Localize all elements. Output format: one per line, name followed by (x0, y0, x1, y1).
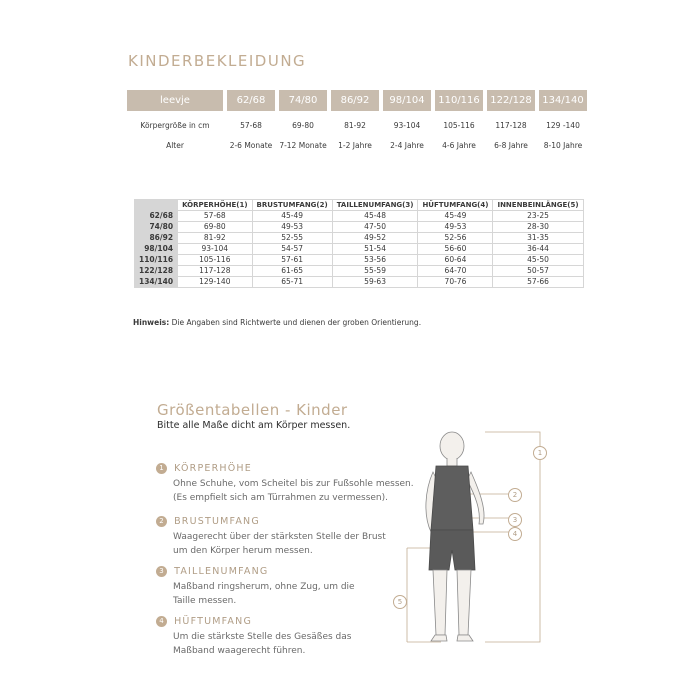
shorts-shape (429, 530, 475, 570)
table-cell: 53-56 (332, 255, 418, 266)
table-cell: 45-50 (493, 255, 583, 266)
number-badge: 1 (156, 463, 167, 474)
table-cell: 61-65 (252, 266, 332, 277)
table-cell: 57-68 (178, 211, 252, 222)
brand-cell: leevje (127, 90, 223, 111)
table-cell: 65-71 (252, 277, 332, 288)
guide-item-brustumfang (156, 511, 386, 558)
guide-item-koerperhoehe (156, 458, 414, 505)
table-cell: 129-140 (178, 277, 252, 288)
table-cell: 28-30 (493, 222, 583, 233)
row-size: 74/80 (135, 222, 178, 233)
table-row (135, 277, 584, 288)
row-value: 1-2 Jahre (338, 141, 372, 150)
table-cell: 57-66 (493, 277, 583, 288)
column-header: INNENBEINLÄNGE(5) (493, 200, 583, 211)
marker-1: 1 (533, 446, 547, 460)
head-icon (440, 432, 464, 460)
row-label: Körpergröße in cm (140, 121, 210, 130)
table-cell: 93-104 (178, 244, 252, 255)
table-cell: 56-60 (418, 244, 493, 255)
table-cell: 47-50 (332, 222, 418, 233)
note-text: Die Angaben sind Richtwerte und dienen der groben Orientierung. (171, 318, 422, 327)
note-label: Hinweis: (133, 318, 170, 327)
size-cell: 98/104 (383, 90, 431, 111)
table-cell: 54-57 (252, 244, 332, 255)
size-cell: 122/128 (487, 90, 535, 111)
note (133, 318, 421, 327)
row-size: 86/92 (135, 233, 178, 244)
size-header-bar (127, 90, 587, 111)
shirt-shape (431, 466, 473, 530)
number-badge: 3 (156, 566, 167, 577)
row-value: 81-92 (344, 121, 366, 130)
table-cell: 69-80 (178, 222, 252, 233)
size-cell: 86/92 (331, 90, 379, 111)
number-badge: 4 (156, 616, 167, 627)
table-cell: 52-56 (418, 233, 493, 244)
item-title: BRUSTUMFANG (174, 516, 260, 527)
table-row (135, 266, 584, 277)
table-row (135, 211, 584, 222)
table-cell: 49-53 (252, 222, 332, 233)
table-cell: 23-25 (493, 211, 583, 222)
row-size: 98/104 (135, 244, 178, 255)
guide-subtitle: Bitte alle Maße dicht am Körper messen. (157, 420, 351, 431)
section-title-kinderbekleidung: KINDERBEKLEIDUNG (128, 52, 307, 70)
table-cell: 45-48 (332, 211, 418, 222)
column-header: BRUSTUMFANG(2) (252, 200, 332, 211)
guide-title: Größentabellen - Kinder (157, 401, 348, 419)
row-value: 93-104 (393, 121, 421, 130)
table-cell: 36-44 (493, 244, 583, 255)
row-value: 57-68 (240, 121, 262, 130)
item-desc-line: Maßband ringsherum, ohne Zug, um die (173, 582, 355, 592)
table-cell: 51-54 (332, 244, 418, 255)
number-badge: 2 (156, 516, 167, 527)
row-size: 134/140 (135, 277, 178, 288)
table-cell: 60-64 (418, 255, 493, 266)
size-cell: 62/68 (227, 90, 275, 111)
table-row (135, 233, 584, 244)
item-title: HÜFTUMFANG (174, 616, 252, 627)
table-cell: 59-63 (332, 277, 418, 288)
table-cell: 52-55 (252, 233, 332, 244)
row-size: 122/128 (135, 266, 178, 277)
table-corner (135, 200, 178, 211)
table-cell: 31-35 (493, 233, 583, 244)
table-cell: 117-128 (178, 266, 252, 277)
item-desc-line: um den Körper herum messen. (173, 545, 313, 556)
item-title: TAILLENUMFANG (174, 566, 269, 577)
size-cell: 134/140 (539, 90, 587, 111)
row-value: 117-128 (495, 121, 527, 130)
item-desc-line: Um die stärkste Stelle des Gesäßes das (173, 632, 352, 642)
row-value: 8-10 Jahre (543, 141, 583, 150)
item-desc-line: (Es empfielt sich am Türrahmen zu vermessen). (173, 492, 388, 503)
table-cell: 105-116 (178, 255, 252, 266)
table-cell: 45-49 (252, 211, 332, 222)
table-cell: 49-52 (332, 233, 418, 244)
column-header: HÜFTUMFANG(4) (418, 200, 493, 211)
row-value: 2-6 Monate (229, 141, 273, 150)
guide-item-hueftumfang (156, 611, 351, 658)
row-value: 69-80 (292, 121, 314, 130)
item-desc-line: Maßband waagerecht führen. (173, 645, 306, 656)
measurement-table (134, 199, 584, 288)
row-value: 4-6 Jahre (442, 141, 476, 150)
marker-4: 4 (508, 527, 522, 541)
guide-item-taillenumfang (156, 561, 355, 608)
table-cell: 49-53 (418, 222, 493, 233)
table-cell: 55-59 (332, 266, 418, 277)
row-value: 7-12 Monate (279, 141, 327, 150)
size-row-age (127, 141, 587, 150)
row-value: 129 -140 (546, 121, 580, 130)
row-size: 110/116 (135, 255, 178, 266)
row-label: Alter (166, 141, 184, 150)
column-header: KÖRPERHÖHE(1) (178, 200, 252, 211)
marker-5: 5 (393, 595, 407, 609)
size-row-height (127, 121, 587, 130)
table-row (135, 255, 584, 266)
column-header: TAILLENUMFANG(3) (332, 200, 418, 211)
table-cell: 81-92 (178, 233, 252, 244)
item-desc-line: Taille messen. (173, 595, 237, 606)
size-cell: 74/80 (279, 90, 327, 111)
item-desc-line: Ohne Schuhe, vom Scheitel bis zur Fußsohle messen. (173, 479, 414, 489)
marker-2: 2 (508, 488, 522, 502)
size-cell: 110/116 (435, 90, 483, 111)
table-cell: 70-76 (418, 277, 493, 288)
marker-3: 3 (508, 513, 522, 527)
table-cell: 57-61 (252, 255, 332, 266)
table-row (135, 222, 584, 233)
row-value: 105-116 (443, 121, 475, 130)
row-value: 6-8 Jahre (494, 141, 528, 150)
table-row (135, 244, 584, 255)
table-header-row (135, 200, 584, 211)
row-size: 62/68 (135, 211, 178, 222)
item-desc-line: Waagerecht über der stärksten Stelle der Brust (173, 532, 386, 542)
row-value: 2-4 Jahre (390, 141, 424, 150)
table-cell: 64-70 (418, 266, 493, 277)
table-cell: 45-49 (418, 211, 493, 222)
table-cell: 50-57 (493, 266, 583, 277)
item-title: KÖRPERHÖHE (174, 463, 252, 474)
child-figure-illustration (395, 420, 555, 660)
